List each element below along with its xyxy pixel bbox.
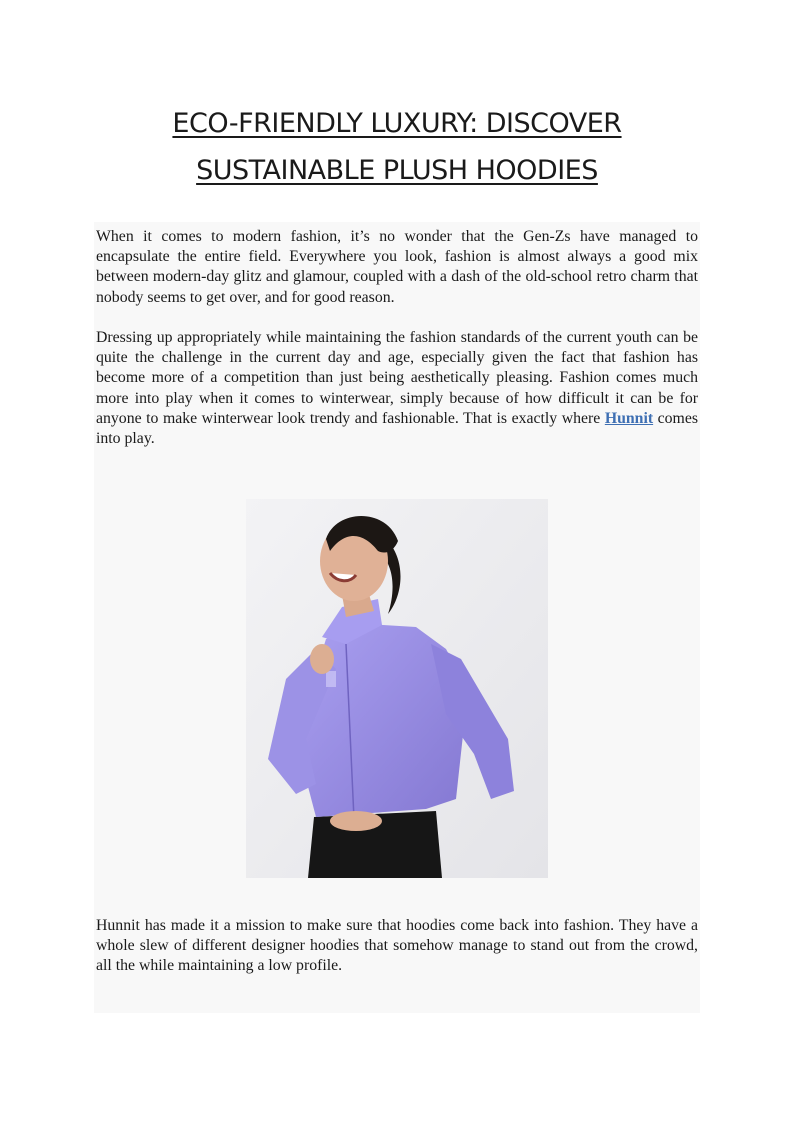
paragraph-challenge — [96, 328, 698, 449]
paragraph-mission: Hunnit has made it a mission to make sure that hoodies come back into fashion. They have a whole slew of different designer hoodies that somehow manage to stand out from the crowd, all the while maintaining a low profile. — [96, 917, 698, 975]
hunnit-link[interactable]: Hunnit — [604, 409, 654, 427]
product-photo — [246, 499, 548, 878]
document-title — [96, 100, 698, 194]
model-in-purple-jacket-illustration — [246, 499, 548, 878]
paragraph-challenge-end: comes into play. — [96, 409, 698, 448]
paragraph-challenge-text: Dressing up appropriately while maintaining the fashion standards of the current youth can be quite the challenge in the current day and age, especially given the fact that fashion has become more of a competition than just being aesthetically pleasing. Fashion comes much more into play when it comes to winterwear, simply because of how difficult it can be for anyone to make winterwear look trendy and fashionable. That is exactly where — [96, 329, 698, 427]
title-line-1: ECO-FRIENDLY LUXURY: DISCOVER — [172, 108, 622, 139]
article-body — [94, 222, 700, 1013]
paragraph-intro: When it comes to modern fashion, it’s no wonder that the Gen-Zs have managed to encapsulate the entire field. Everywhere you look, fashion is almost always a good mix between modern-day glitz and glamour, coupled with a dash of the old-school retro charm that nobody seems to get over, and for good reason. — [96, 228, 698, 306]
title-line-2: SUSTAINABLE PLUSH HOODIES — [196, 155, 598, 186]
